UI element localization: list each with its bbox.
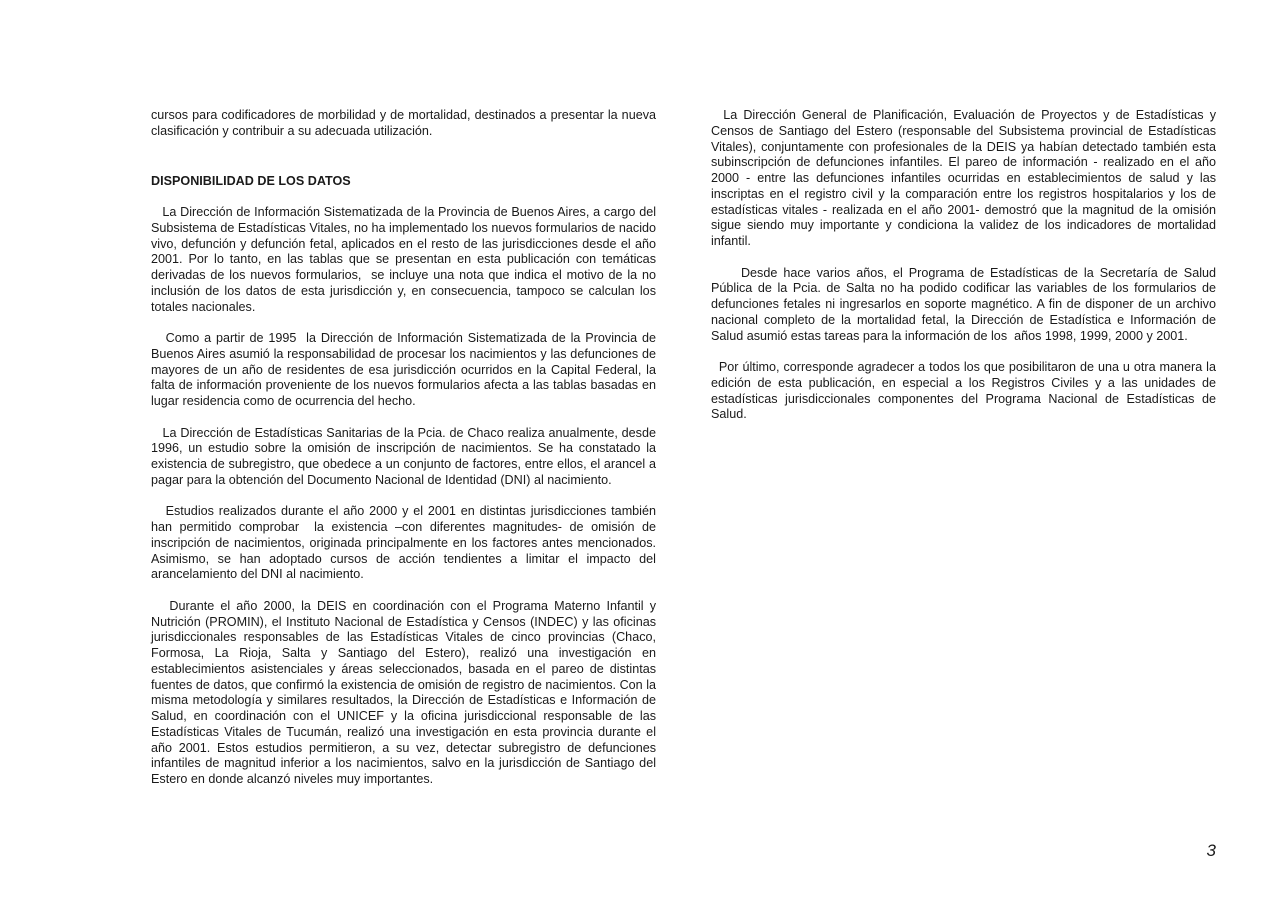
page-number: 3 [1206,841,1216,860]
paragraph-chaco: La Dirección de Estadísticas Sanitarias de la Pcia. de Chaco realiza anualmente, desde 1996, un estudio sobre la omisión de inscripción de nacimientos. Se ha constatado la existencia de subregistro, que obedece a un conjunto de factores, entre ellos, el arancel a pagar para la obtención del Documento Nacional de Identidad (DNI) al nacimiento. [151,425,660,487]
spacer [711,344,1216,360]
spacer [711,250,1216,266]
spacer [151,140,656,174]
spacer [151,583,656,599]
intro-paragraph: cursos para codificadores de morbilidad y de mortalidad, destinados a presentar la nueva clasificación y contribuir a su adecuada utilización. [151,108,660,138]
left-column [151,108,663,788]
spacer [151,189,656,205]
spacer [151,315,656,331]
spacer [151,410,656,426]
paragraph-buenos-aires: La Dirección de Información Sistematizada de la Provincia de Buenos Aires, a cargo del Subsistema de Estadísticas Vitales, no ha implementado los nuevos formularios de nacido vivo, defunción y defunción fetal, aplicados en el resto de las jurisdicciones desde el año 2001. Por lo tanto, en las tablas que se presentan en esta publicación con temáticas derivadas de los nuevos formularios, se incluye una nota que indica el motivo de la no inclusión de los datos de esta jurisdicción y, en consecuencia, tampoco se calculan los totales nacionales. [151,205,660,314]
paragraph-santiago: La Dirección General de Planificación, Evaluación de Proyectos y de Estadísticas y Censos de Santiago del Estero (responsable del Subsistema provincial de Estadísticas Vitales), conjuntamente con profesionales de la DEIS ya habían detectado también esta subinscripción de defunciones infantiles. El pareo de información - realizado en el año 2000 - entre las defunciones infantiles ocurridas en establecimientos de salud y las inscriptas en el registro civil y la comparación entre los registros hospitalarios y los de estadísticas vitales - realizada en el año 2001- demostró que la magnitud de la omisión sigue siendo muy importante y condiciona la validez de los indicadores de mortalidad infantil. [711,108,1223,248]
paragraph-estudios: Estudios realizados durante el año 2000 y el 2001 en distintas jurisdicciones también han permitido comprobar la existencia –con diferentes magnitudes- de omisión de inscripción de nacimientos, originada principalmente en los factores antes mencionados. Asimismo, se han adoptado cursos de acción tendientes a limitar el impacto del arancelamiento del DNI al nacimiento. [151,504,663,582]
paragraph-deis-2000: Durante el año 2000, la DEIS en coordinación con el Programa Materno Infantil y Nutrición (PROMIN), el Instituto Nacional de Estadística y Censos (INDEC) y las oficinas jurisdiccionales responsables de las Estadísticas Vitales de cinco provincias (Chaco, Formosa, La Rioja, Salta y Santiago del Estero), realizó una investigación en establecimientos asistenciales y áreas seleccionados, basada en el pareo de distintas fuentes de datos, que confirmó la existencia de omisión de registro de nacimientos. Con la misma metodología y similares resultados, la Dirección de Estadísticas e Información de Salud, en coordinación con el UNICEF y la oficina jurisdiccional responsable de las Estadísticas Vitales de Tucumán, realizó una investigación en esta provincia durante el año 2001. Estos estudios permitieron, a su vez, detectar subregistro de defunciones infantiles de magnitud inferior a los nacimientos, salvo en la jurisdicción de Santiago del Estero en donde alcanzó niveles muy importantes. [151,598,660,786]
paragraph-1995: Como a partir de 1995 la Dirección de Información Sistematizada de la Provincia de Buenos Aires asumió la responsabilidad de procesar los nacimientos y las defunciones de mayores de un año de residentes de esa jurisdicción ocurridos en la Capital Federal, la falta de información proveniente de los nuevos formularios afecta a las tablas basadas en lugar residencia como de ocurrencia del hecho. [151,331,660,408]
section-heading: DISPONIBILIDAD DE LOS DATOS [151,173,351,188]
spacer [151,489,656,505]
right-column [711,108,1223,423]
paragraph-salta: Desde hace varios años, el Programa de Estadísticas de la Secretaría de Salud Pública de la Pcia. de Salta no ha podido codificar las variables de los formularios de defunciones fetales ni ingresarlos en soporte magnético. A fin de disponer de un archivo nacional completo de la mortalidad fetal, la Dirección de Estadística e Información de Salud asumió estas tareas para la información de los años 1998, 1999, 2000 y 2001. [711,265,1220,343]
paragraph-agradecimiento: Por último, corresponde agradecer a todos los que posibilitaron de una u otra manera la edición de esta publicación, en especial a los Registros Civiles y a las unidades de estadísticas jurisdiccionales componentes del Programa Nacional de Estadísticas de Salud. [711,360,1220,422]
